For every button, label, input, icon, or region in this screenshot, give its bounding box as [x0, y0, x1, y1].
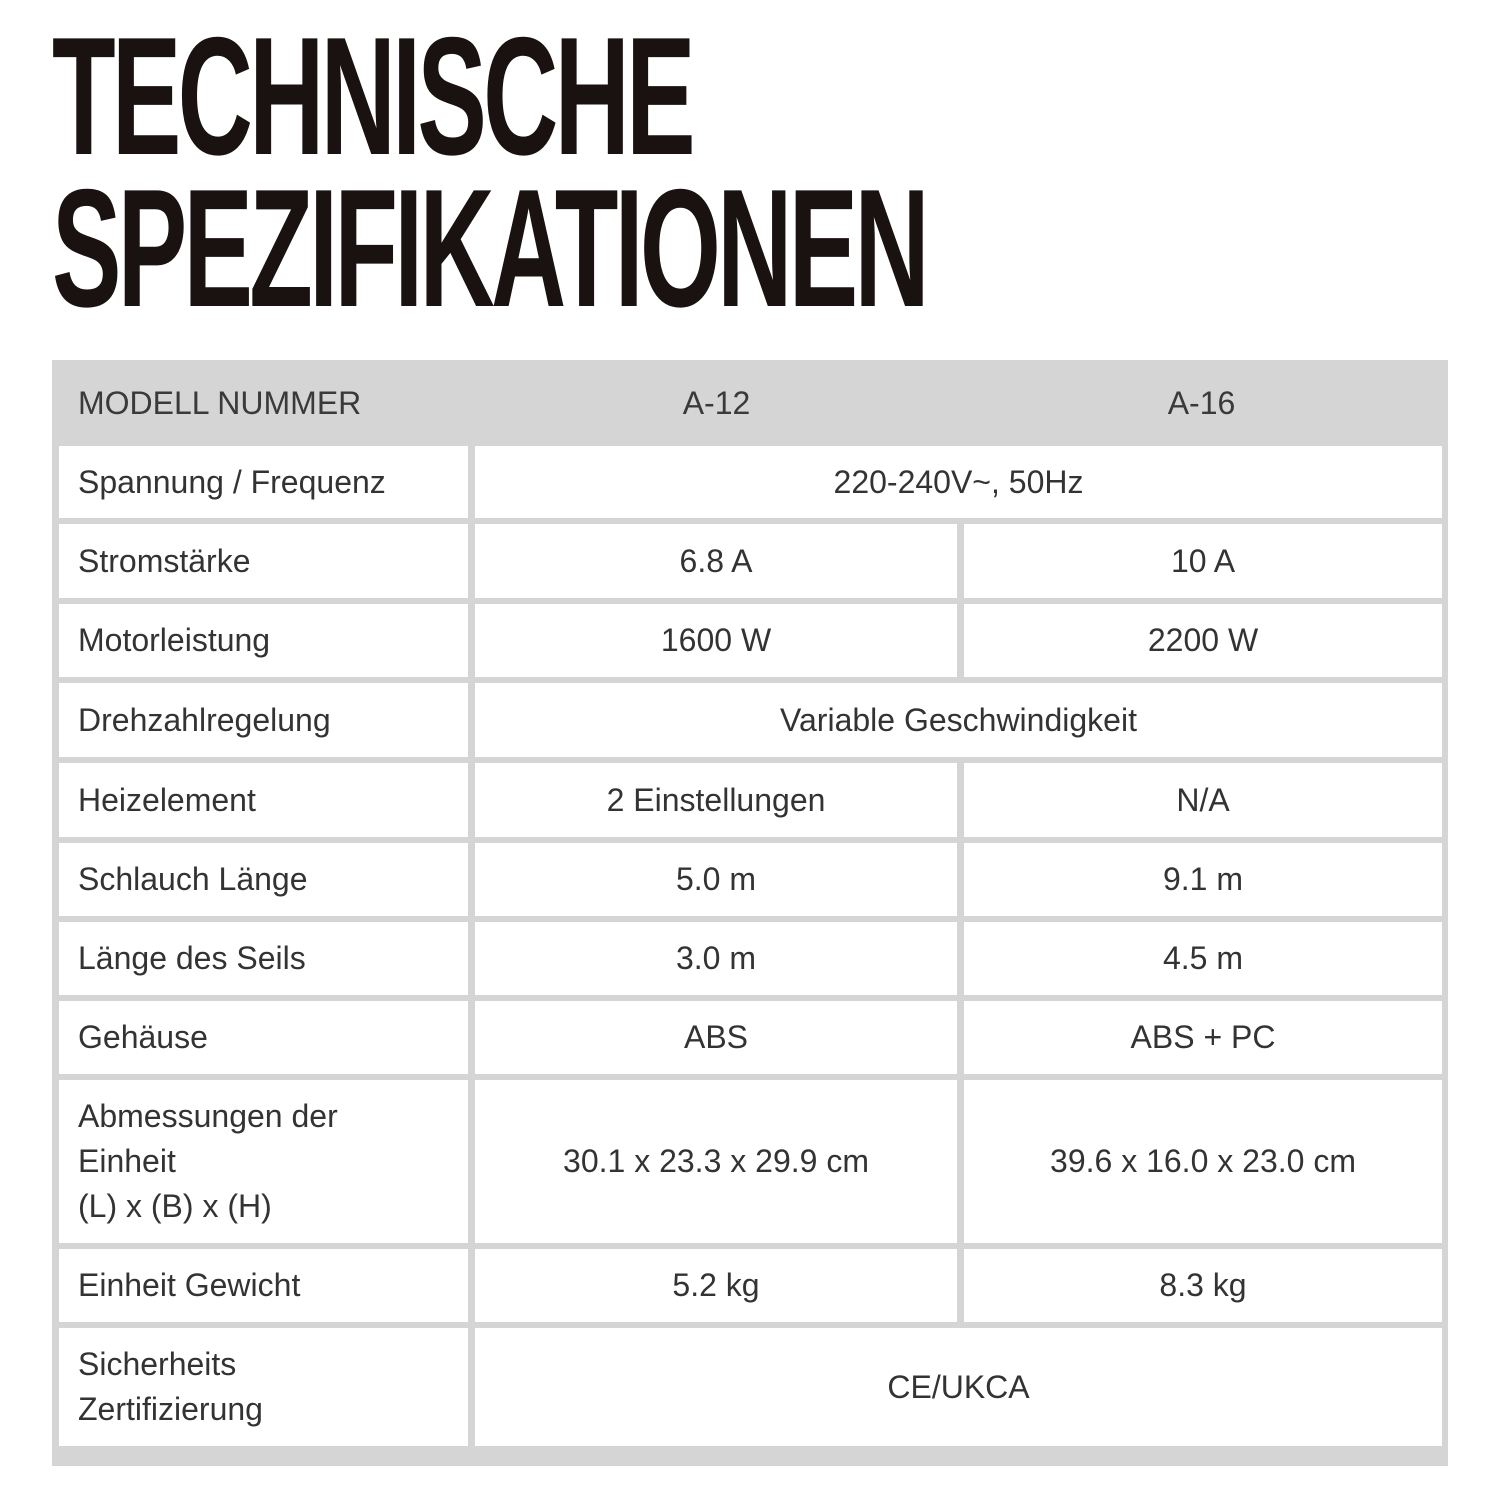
table-row: [59, 683, 1441, 757]
row-label: Länge des Seils: [59, 922, 468, 995]
spec-table: [52, 360, 1448, 1466]
row-value-b: 2200 W: [964, 604, 1442, 677]
row-value-a: 2 Einstellungen: [475, 763, 957, 837]
row-value-a: 30.1 x 23.3 x 29.9 cm: [475, 1080, 957, 1243]
row-label: Einheit Gewicht: [59, 1249, 468, 1322]
row-value-b: N/A: [964, 763, 1442, 837]
row-label: Heizelement: [59, 763, 468, 837]
row-value-a: 6.8 A: [475, 524, 957, 598]
table-row: [59, 843, 1441, 916]
header-model-b: A-16: [1167, 384, 1236, 421]
table-row: [59, 604, 1441, 677]
table-row: [59, 1328, 1441, 1446]
row-value-a: 3.0 m: [475, 922, 957, 995]
row-label: Gehäuse: [59, 1001, 468, 1074]
table-row: [59, 446, 1441, 518]
row-value-a: 5.2 kg: [475, 1249, 957, 1322]
title-line-1: TECHNISCHE: [52, 2, 692, 190]
table-row: [59, 1080, 1441, 1243]
header-label: MODELL NUMMER: [78, 384, 362, 421]
row-value-shared: CE/UKCA: [475, 1328, 1442, 1446]
row-value-b: 9.1 m: [964, 843, 1442, 916]
page-title: [52, 2, 926, 342]
row-label: Schlauch Länge: [59, 843, 468, 916]
row-value-b: 4.5 m: [964, 922, 1442, 995]
row-value-a: ABS: [475, 1001, 957, 1074]
row-value-b: ABS + PC: [964, 1001, 1442, 1074]
table-row: [59, 763, 1441, 837]
row-label: Spannung / Frequenz: [59, 446, 468, 518]
row-label: Stromstärke: [59, 524, 468, 598]
row-value-a: 1600 W: [475, 604, 957, 677]
table-header-row: [52, 360, 1448, 446]
row-value-b: 39.6 x 16.0 x 23.0 cm: [964, 1080, 1442, 1243]
table-row: [59, 1001, 1441, 1074]
table-row: [59, 1249, 1441, 1322]
header-model-a: A-12: [682, 384, 751, 421]
row-label: Motorleistung: [59, 604, 468, 677]
title-line-2: SPEZIFIKATIONEN: [52, 154, 926, 342]
table-row: [59, 524, 1441, 598]
row-value-shared: Variable Geschwindigkeit: [475, 683, 1442, 757]
row-label: Abmessungen der Einheit (L) x (B) x (H): [59, 1080, 468, 1243]
row-value-b: 10 A: [964, 524, 1442, 598]
table-row: [59, 922, 1441, 995]
row-value-a: 5.0 m: [475, 843, 957, 916]
row-value-shared: 220-240V~, 50Hz: [475, 446, 1442, 518]
row-label: Drehzahlregelung: [59, 683, 468, 757]
row-label: Sicherheits Zertifizierung: [59, 1328, 468, 1446]
row-value-b: 8.3 kg: [964, 1249, 1442, 1322]
